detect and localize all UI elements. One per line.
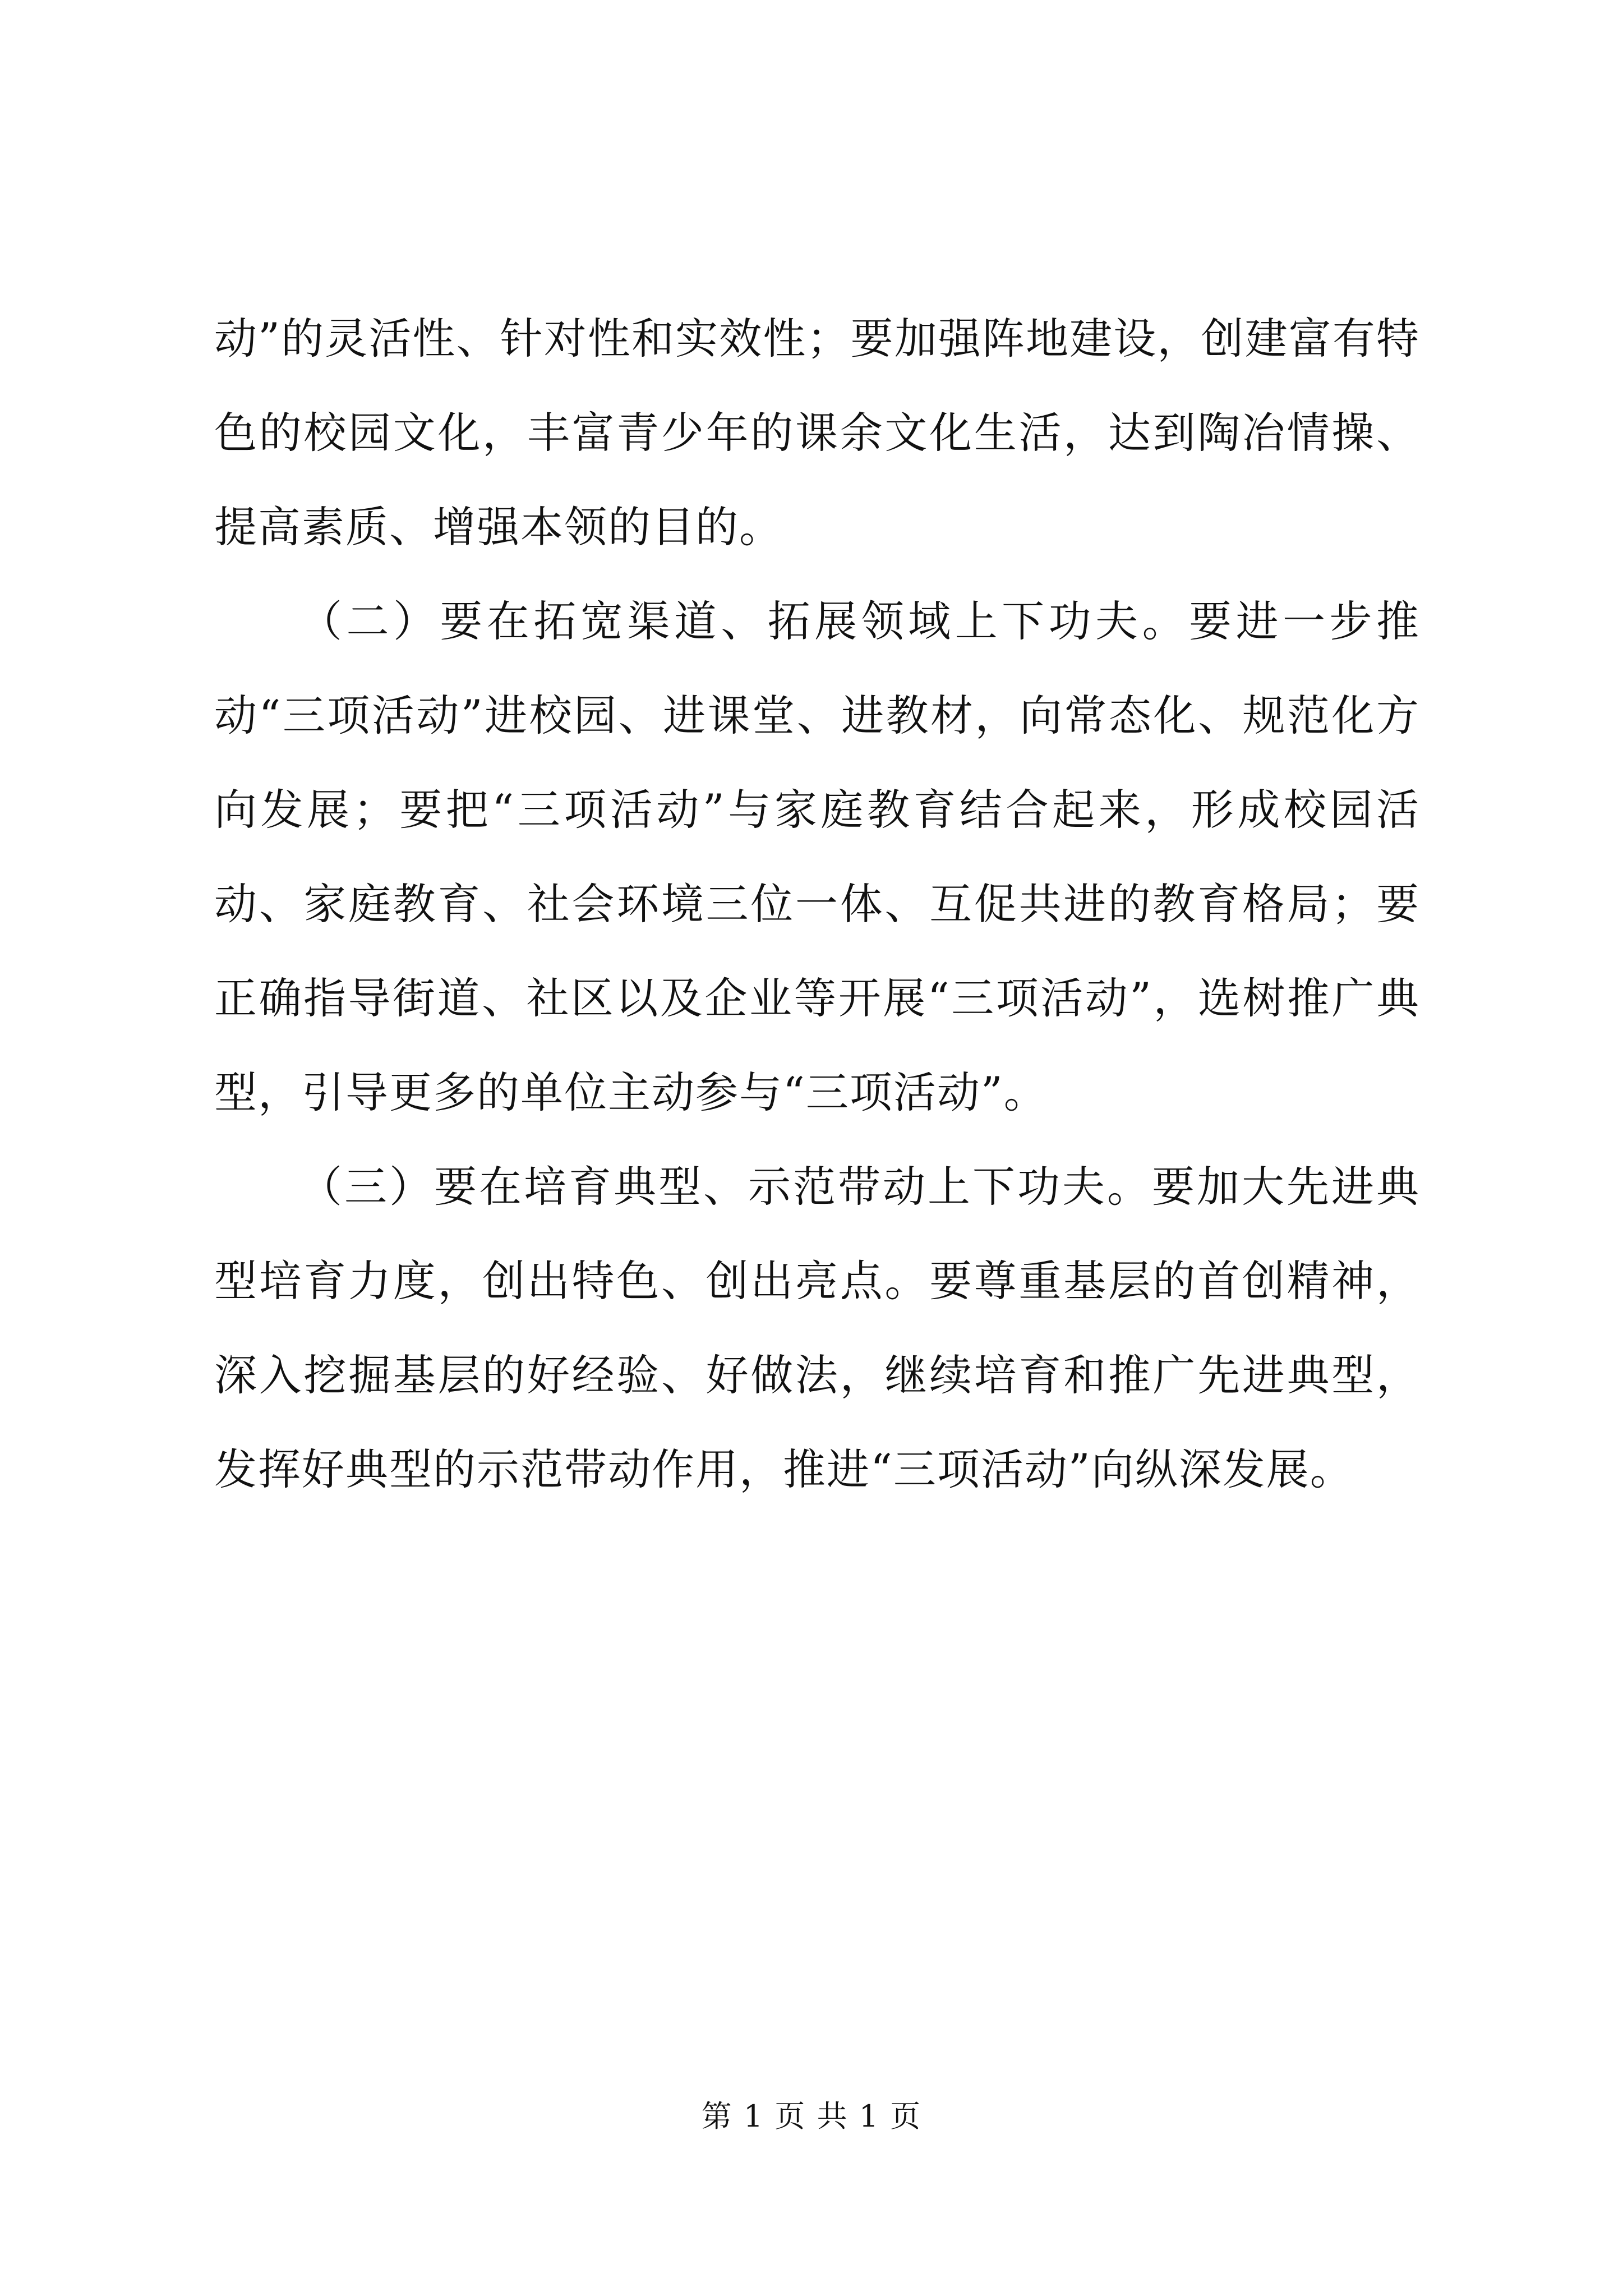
page-footer: 第 1 页 共 1 页 [701,2099,922,2134]
paragraph-continuation: 动”的灵活性、针对性和实效性；要加强阵地建设，创建富有特色的校园文化，丰富青少年的课余文化生活，达到陶冶情操、提高素质、增强本领的目的。 [214,314,1420,552]
document-body [214,292,1420,1517]
paragraph-section-3: （三）要在培育典型、示范带动上下功夫。要加大先进典型培育力度，创出特色、创出亮点。要尊重基层的首创精神，深入挖掘基层的好经验、好做法，继续培育和推广先进典型，发挥好典型的示范带动作用，推进“三项活动”向纵深发展。 [214,1162,1420,1494]
paragraph-section-2: （二）要在拓宽渠道、拓展领域上下功夫。要进一步推动“三项活动”进校园、进课堂、进教材，向常态化、规范化方向发展；要把“三项活动”与家庭教育结合起来，形成校园活动、家庭教育、社会环境三位一体、互促共进的教育格局；要正确指导街道、社区以及企业等开展“三项活动”，选树推广典型，引导更多的单位主动参与“三项活动”。 [214,596,1420,1117]
